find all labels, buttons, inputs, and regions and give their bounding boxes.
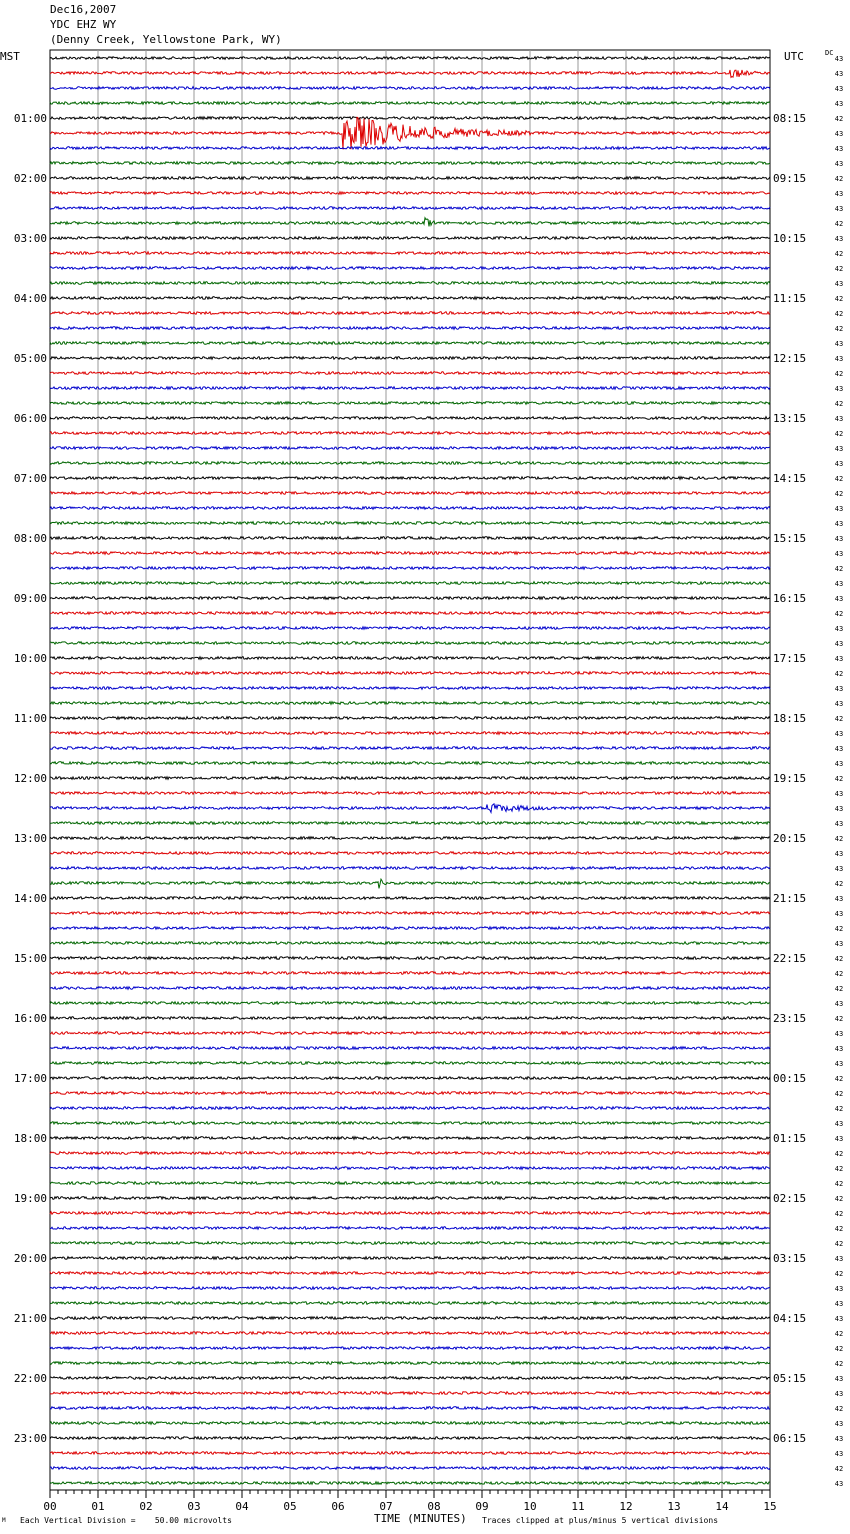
- trace-value-label: 42: [834, 565, 844, 573]
- left-hour-label: 20:00: [13, 1252, 47, 1265]
- x-tick-label: 02: [139, 1500, 153, 1513]
- trace-value-label: 42: [834, 925, 844, 933]
- right-hour-label: 02:15: [773, 1192, 807, 1205]
- trace-value-label: 43: [834, 340, 844, 348]
- trace-value-label: 43: [834, 940, 844, 948]
- trace-value-label: 42: [834, 220, 844, 228]
- right-hour-label: 14:15: [773, 472, 807, 485]
- trace-value-label: 42: [834, 1075, 844, 1083]
- seismic-trace: [50, 1227, 770, 1230]
- seismic-trace: [50, 657, 770, 660]
- trace-value-label: 42: [834, 1330, 844, 1338]
- trace-value-label: 43: [834, 415, 844, 423]
- seismic-trace: [50, 927, 770, 930]
- trace-value-label: 43: [834, 1435, 844, 1443]
- trace-value-label: 43: [834, 1060, 844, 1068]
- left-hour-label: 12:00: [13, 772, 47, 785]
- trace-value-label: 43: [834, 460, 844, 468]
- seismic-trace: [50, 612, 770, 615]
- trace-value-label: 43: [834, 1390, 844, 1398]
- right-hour-label: 19:15: [773, 772, 807, 785]
- seismic-trace: [50, 1272, 770, 1275]
- right-hour-label: 10:15: [773, 232, 807, 245]
- trace-value-label: 43: [834, 910, 844, 918]
- right-hour-label: 16:15: [773, 592, 807, 605]
- seismic-trace: [50, 1182, 770, 1185]
- x-tick-label: 12: [619, 1500, 633, 1513]
- trace-value-label: 43: [834, 145, 844, 153]
- right-hour-label: 09:15: [773, 172, 807, 185]
- seismic-trace: [50, 1167, 770, 1170]
- right-hour-label: 21:15: [773, 892, 807, 905]
- seismic-trace: [50, 192, 770, 195]
- trace-value-label: 42: [834, 1405, 844, 1413]
- seismic-trace: [50, 702, 770, 705]
- seismic-trace: [50, 218, 770, 227]
- x-tick-label: 11: [571, 1500, 585, 1513]
- seismic-trace: [50, 387, 770, 390]
- trace-value-label: 43: [834, 355, 844, 363]
- trace-value-label: 42: [834, 1150, 844, 1158]
- seismic-trace: [50, 687, 770, 690]
- trace-value-label: 42: [834, 1195, 844, 1203]
- trace-value-label: 43: [834, 1300, 844, 1308]
- seismic-trace: [50, 1047, 770, 1050]
- seismic-trace: [50, 1152, 770, 1155]
- right-hour-label: 12:15: [773, 352, 807, 365]
- trace-value-label: 42: [834, 250, 844, 258]
- trace-value-label: 43: [834, 1030, 844, 1038]
- trace-value-label: 42: [834, 1465, 844, 1473]
- trace-value-label: 42: [834, 955, 844, 963]
- seismic-trace: [50, 117, 770, 120]
- trace-value-label: 43: [834, 1255, 844, 1263]
- trace-value-label: 43: [834, 580, 844, 588]
- left-hour-label: 06:00: [13, 412, 47, 425]
- seismic-trace: [50, 972, 770, 975]
- seismic-trace: [50, 642, 770, 645]
- trace-value-label: 42: [834, 670, 844, 678]
- trace-value-label: 42: [834, 1240, 844, 1248]
- seismic-trace: [50, 447, 770, 450]
- right-hour-label: 05:15: [773, 1372, 807, 1385]
- seismic-trace: [50, 1377, 770, 1380]
- seismic-trace: [50, 237, 770, 240]
- seismic-trace: [50, 987, 770, 990]
- trace-value-label: 43: [834, 1420, 844, 1428]
- left-hour-label: 05:00: [13, 352, 47, 365]
- seismic-trace: [50, 1407, 770, 1410]
- trace-value-label: 42: [834, 775, 844, 783]
- seismic-trace: [50, 1332, 770, 1335]
- trace-value-label: 42: [834, 175, 844, 183]
- right-hour-label: 22:15: [773, 952, 807, 965]
- trace-value-label: 43: [834, 1045, 844, 1053]
- left-hour-label: 19:00: [13, 1192, 47, 1205]
- seismic-trace: [50, 1107, 770, 1110]
- x-tick-label: 00: [43, 1500, 57, 1513]
- trace-value-label: 43: [834, 1135, 844, 1143]
- dc-label: DC: [825, 49, 834, 57]
- x-axis-label: TIME (MINUTES): [374, 1512, 467, 1525]
- footer-clip-note: Traces clipped at plus/minus 5 vertical divisions: [482, 1516, 719, 1525]
- header-location: (Denny Creek, Yellowstone Park, WY): [50, 33, 282, 46]
- header-date: Dec16,2007: [50, 3, 117, 16]
- trace-value-label: 43: [834, 235, 844, 243]
- seismic-trace: [50, 777, 770, 780]
- trace-value-label: 43: [834, 655, 844, 663]
- trace-value-label: 43: [834, 205, 844, 213]
- left-hour-label: 18:00: [13, 1132, 47, 1145]
- trace-value-label: 43: [834, 85, 844, 93]
- seismic-trace: [50, 1212, 770, 1215]
- seismic-trace: [50, 1452, 770, 1455]
- x-tick-label: 07: [379, 1500, 393, 1513]
- seismic-trace: [50, 567, 770, 570]
- left-hour-label: 10:00: [13, 652, 47, 665]
- right-hour-label: 00:15: [773, 1072, 807, 1085]
- trace-value-label: 43: [834, 865, 844, 873]
- seismic-trace: [50, 492, 770, 495]
- left-hour-label: 09:00: [13, 592, 47, 605]
- trace-value-label: 42: [834, 475, 844, 483]
- seismic-trace: [50, 252, 770, 255]
- seismic-trace: [50, 1437, 770, 1440]
- trace-value-label: 42: [834, 400, 844, 408]
- seismic-trace: [50, 1002, 770, 1005]
- trace-value-label: 43: [834, 130, 844, 138]
- left-hour-label: 02:00: [13, 172, 47, 185]
- trace-value-label: 43: [834, 520, 844, 528]
- trace-value-label: 43: [834, 640, 844, 648]
- trace-value-label: 43: [834, 625, 844, 633]
- trace-value-label: 42: [834, 115, 844, 123]
- header-station: YDC EHZ WY: [50, 18, 117, 31]
- seismic-trace: [50, 1362, 770, 1365]
- right-timezone-label: UTC: [784, 50, 804, 63]
- trace-value-label: 43: [834, 190, 844, 198]
- seismic-trace: [50, 717, 770, 720]
- left-hour-label: 17:00: [13, 1072, 47, 1085]
- trace-value-label: 43: [834, 1375, 844, 1383]
- x-tick-label: 09: [475, 1500, 489, 1513]
- left-hour-label: 16:00: [13, 1012, 47, 1025]
- x-tick-label: 03: [187, 1500, 201, 1513]
- seismic-trace: [50, 1392, 770, 1395]
- seismic-trace: [50, 804, 770, 813]
- seismic-trace: [50, 897, 770, 900]
- seismic-trace: [50, 312, 770, 315]
- seismic-trace: [50, 102, 770, 105]
- trace-value-label: 43: [834, 1120, 844, 1128]
- seismic-trace: [50, 627, 770, 630]
- trace-value-label: 43: [834, 505, 844, 513]
- trace-value-label: 42: [834, 265, 844, 273]
- seismic-trace: [50, 537, 770, 540]
- seismic-trace: [50, 432, 770, 435]
- trace-value-label: 42: [834, 310, 844, 318]
- trace-value-label: 43: [834, 790, 844, 798]
- x-tick-label: 14: [715, 1500, 729, 1513]
- seismic-trace: [50, 1032, 770, 1035]
- trace-value-label: 42: [834, 325, 844, 333]
- seismic-trace: [50, 762, 770, 765]
- x-tick-label: 06: [331, 1500, 345, 1513]
- left-hour-label: 11:00: [13, 712, 47, 725]
- seismic-trace: [50, 1422, 770, 1425]
- footer-scale: Each Vertical Division = 50.00 microvolts: [20, 1516, 232, 1525]
- seismic-trace: [50, 282, 770, 285]
- seismic-trace: [50, 1092, 770, 1095]
- seismic-trace: [50, 297, 770, 300]
- seismic-trace: [50, 597, 770, 600]
- seismic-trace: [50, 1317, 770, 1320]
- right-hour-label: 04:15: [773, 1312, 807, 1325]
- seismic-trace: [50, 672, 770, 675]
- trace-value-label: 42: [834, 1225, 844, 1233]
- left-hour-label: 14:00: [13, 892, 47, 905]
- seismic-trace: [50, 1017, 770, 1020]
- trace-value-label: 43: [834, 1000, 844, 1008]
- seismic-trace: [50, 552, 770, 555]
- right-hour-label: 23:15: [773, 1012, 807, 1025]
- x-tick-label: 13: [667, 1500, 681, 1513]
- seismic-trace: [50, 879, 770, 888]
- trace-value-label: 42: [834, 1105, 844, 1113]
- seismic-trace: [50, 207, 770, 210]
- seismic-trace: [50, 1197, 770, 1200]
- seismic-trace: [50, 402, 770, 405]
- seismic-trace: [50, 162, 770, 165]
- seismic-trace: [50, 1122, 770, 1125]
- trace-value-label: 42: [834, 1015, 844, 1023]
- seismic-trace: [50, 87, 770, 90]
- trace-value-label: 43: [834, 745, 844, 753]
- trace-value-label: 42: [834, 610, 844, 618]
- seismic-trace: [50, 582, 770, 585]
- trace-value-label: 43: [834, 1315, 844, 1323]
- seismic-trace: [50, 462, 770, 465]
- seismic-trace: [50, 147, 770, 150]
- left-hour-label: 15:00: [13, 952, 47, 965]
- trace-value-label: 43: [834, 850, 844, 858]
- trace-value-label: 42: [834, 715, 844, 723]
- seismic-trace: [50, 942, 770, 945]
- left-hour-label: 01:00: [13, 112, 47, 125]
- trace-value-label: 43: [834, 595, 844, 603]
- seismic-trace: [50, 822, 770, 825]
- trace-value-label: 42: [834, 835, 844, 843]
- trace-value-label: 43: [834, 760, 844, 768]
- seismic-trace: [50, 1287, 770, 1290]
- x-tick-label: 04: [235, 1500, 249, 1513]
- seismic-trace: [50, 417, 770, 420]
- right-hour-label: 06:15: [773, 1432, 807, 1445]
- seismic-trace: [50, 522, 770, 525]
- seismic-trace: [50, 177, 770, 180]
- seismic-trace: [50, 117, 770, 149]
- right-hour-label: 18:15: [773, 712, 807, 725]
- trace-value-label: 42: [834, 370, 844, 378]
- trace-value-label: 43: [834, 1450, 844, 1458]
- seismic-trace: [50, 957, 770, 960]
- right-hour-label: 08:15: [773, 112, 807, 125]
- seismic-trace: [50, 1467, 770, 1470]
- trace-value-label: 42: [834, 1270, 844, 1278]
- trace-value-label: 43: [834, 895, 844, 903]
- seismic-trace: [50, 747, 770, 750]
- seismic-trace: [50, 912, 770, 915]
- seismic-trace: [50, 1242, 770, 1245]
- left-timezone-label: MST: [0, 50, 20, 63]
- seismic-trace: [50, 267, 770, 270]
- trace-value-label: 43: [834, 535, 844, 543]
- footer-mark: M: [2, 1517, 6, 1524]
- seismic-trace: [50, 70, 770, 77]
- trace-value-label: 42: [834, 880, 844, 888]
- trace-value-label: 42: [834, 1210, 844, 1218]
- right-hour-label: 20:15: [773, 832, 807, 845]
- right-hour-label: 15:15: [773, 532, 807, 545]
- seismic-trace: [50, 732, 770, 735]
- seismic-trace: [50, 1257, 770, 1260]
- trace-value-label: 43: [834, 100, 844, 108]
- trace-value-label: 42: [834, 985, 844, 993]
- left-hour-label: 07:00: [13, 472, 47, 485]
- right-hour-label: 03:15: [773, 1252, 807, 1265]
- seismic-trace: [50, 792, 770, 795]
- trace-value-label: 42: [834, 1090, 844, 1098]
- trace-value-label: 43: [834, 445, 844, 453]
- trace-value-label: 43: [834, 280, 844, 288]
- right-hour-label: 13:15: [773, 412, 807, 425]
- right-hour-label: 01:15: [773, 1132, 807, 1145]
- trace-value-label: 42: [834, 295, 844, 303]
- trace-value-label: 42: [834, 1360, 844, 1368]
- left-hour-label: 22:00: [13, 1372, 47, 1385]
- trace-value-label: 42: [834, 1345, 844, 1353]
- seismic-trace: [50, 867, 770, 870]
- trace-value-label: 43: [834, 685, 844, 693]
- trace-value-label: 42: [834, 970, 844, 978]
- trace-value-label: 43: [834, 730, 844, 738]
- x-tick-label: 15: [763, 1500, 777, 1513]
- seismic-trace: [50, 852, 770, 855]
- trace-value-label: 43: [834, 700, 844, 708]
- seismic-trace: [50, 1077, 770, 1080]
- x-tick-label: 01: [91, 1500, 105, 1513]
- x-tick-label: 10: [523, 1500, 537, 1513]
- trace-value-label: 43: [834, 1285, 844, 1293]
- left-hour-label: 23:00: [13, 1432, 47, 1445]
- left-hour-label: 03:00: [13, 232, 47, 245]
- left-hour-label: 08:00: [13, 532, 47, 545]
- trace-value-label: 43: [834, 160, 844, 168]
- left-hour-label: 21:00: [13, 1312, 47, 1325]
- seismic-trace: [50, 57, 770, 60]
- trace-value-label: 42: [834, 1165, 844, 1173]
- seismic-trace: [50, 1302, 770, 1305]
- seismic-trace: [50, 507, 770, 510]
- seismic-trace: [50, 342, 770, 345]
- seismic-trace: [50, 1482, 770, 1485]
- seismic-trace: [50, 1347, 770, 1350]
- seismic-trace: [50, 477, 770, 480]
- trace-value-label: 43: [834, 70, 844, 78]
- trace-value-label: 42: [834, 430, 844, 438]
- seismic-trace: [50, 357, 770, 360]
- seismic-trace: [50, 327, 770, 330]
- right-hour-label: 11:15: [773, 292, 807, 305]
- left-hour-label: 13:00: [13, 832, 47, 845]
- x-tick-label: 05: [283, 1500, 297, 1513]
- right-hour-label: 17:15: [773, 652, 807, 665]
- x-tick-label: 08: [427, 1500, 441, 1513]
- left-hour-label: 04:00: [13, 292, 47, 305]
- seismic-trace: [50, 372, 770, 375]
- seismic-trace: [50, 1137, 770, 1140]
- trace-value-label: 43: [834, 385, 844, 393]
- trace-value-label: 42: [834, 1180, 844, 1188]
- trace-value-label: 43: [834, 805, 844, 813]
- seismic-trace: [50, 837, 770, 840]
- trace-value-label: 43: [834, 55, 844, 63]
- trace-value-label: 42: [834, 490, 844, 498]
- trace-value-label: 43: [834, 1480, 844, 1488]
- trace-value-label: 43: [834, 820, 844, 828]
- trace-value-label: 43: [834, 550, 844, 558]
- seismic-trace: [50, 1062, 770, 1065]
